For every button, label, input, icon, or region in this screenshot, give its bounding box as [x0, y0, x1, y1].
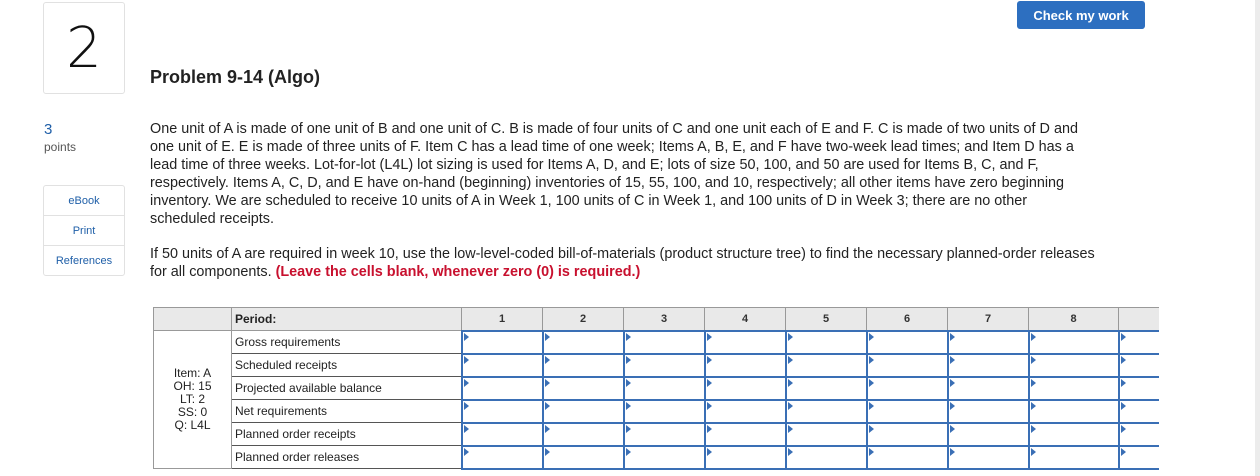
- plan-rel-cell-5[interactable]: [786, 446, 867, 469]
- gross-req-cell-9[interactable]: [1119, 331, 1159, 354]
- item-on-hand: OH: 15: [173, 379, 212, 393]
- mrp-header-row: [154, 308, 1159, 331]
- question-number: 2: [43, 2, 125, 94]
- ebook-button[interactable]: eBook: [44, 186, 124, 216]
- gross-req-cell-7[interactable]: [948, 331, 1029, 354]
- plan-rel-cell-4[interactable]: [705, 446, 786, 469]
- mrp-row-projected: [154, 377, 1159, 400]
- blank-cells-instruction: (Leave the cells blank, whenever zero (0) is required.): [275, 264, 641, 280]
- plan-rec-cell-8[interactable]: [1029, 423, 1119, 446]
- print-button[interactable]: Print: [44, 216, 124, 246]
- net-req-cell-4[interactable]: [705, 400, 786, 423]
- check-my-work-button[interactable]: Check my work: [1017, 1, 1145, 29]
- mrp-corner-cell: [154, 308, 232, 331]
- sidebar-tools: [43, 185, 125, 276]
- sched-rec-cell-7[interactable]: [948, 354, 1029, 377]
- period-header-2: 2: [543, 308, 624, 331]
- mrp-row-gross: [154, 331, 1159, 354]
- period-header-3: 3: [624, 308, 705, 331]
- net-req-cell-6[interactable]: [867, 400, 948, 423]
- period-header-6: 6: [867, 308, 948, 331]
- net-req-cell-3[interactable]: [624, 400, 705, 423]
- gross-req-cell-8[interactable]: [1029, 331, 1119, 354]
- sched-rec-cell-5[interactable]: [786, 354, 867, 377]
- plan-rec-cell-3[interactable]: [624, 423, 705, 446]
- gross-req-cell-4[interactable]: [705, 331, 786, 354]
- proj-bal-cell-2[interactable]: [543, 377, 624, 400]
- item-safety-stock: SS: 0: [177, 405, 208, 419]
- plan-rel-cell-1[interactable]: [462, 446, 543, 469]
- net-req-cell-9[interactable]: [1119, 400, 1159, 423]
- problem-description: One unit of A is made of one unit of B and one unit of C. B is made of four units of C and one unit each of E and F. C is made of two units of D and one unit of E. E is made of three units of F. Item C has a lead time of one week; Items A, B, E, and F have two-week lead times; and Item D has a lead time of three weeks. Lot-for-lot (L4L) lot sizing is used for Items A, D, and E; lots of size 50, 100, and 50 are used for Items B, C, and F, respectively. Items A, C, D, and E have on-hand (beginning) inventories of 15, 55, 100, and 10, respectively; all other items have zero beginning inventory. We are scheduled to receive 10 units of A in Week 1, 100 units of C in Week 1, and 100 units of D in Week 3; there are no other scheduled receipts.: [150, 121, 1078, 227]
- sched-rec-cell-9[interactable]: [1119, 354, 1159, 377]
- period-header-5: 5: [786, 308, 867, 331]
- row-label-net-requirements: Net requirements: [232, 400, 462, 423]
- plan-rel-cell-2[interactable]: [543, 446, 624, 469]
- net-req-cell-8[interactable]: [1029, 400, 1119, 423]
- net-req-cell-5[interactable]: [786, 400, 867, 423]
- proj-bal-cell-6[interactable]: [867, 377, 948, 400]
- sched-rec-cell-8[interactable]: [1029, 354, 1119, 377]
- item-lead-time: LT: 2: [179, 392, 206, 406]
- sched-rec-cell-2[interactable]: [543, 354, 624, 377]
- sched-rec-cell-6[interactable]: [867, 354, 948, 377]
- question-text: If 50 units of A are required in week 10, use the low-level-coded bill-of-materials (product structure tree) to find the necessary planned-order releases for all components.: [150, 246, 1095, 280]
- sched-rec-cell-3[interactable]: [624, 354, 705, 377]
- row-label-projected-balance: Projected available balance: [232, 377, 462, 400]
- references-button[interactable]: References: [55, 254, 113, 267]
- plan-rec-cell-4[interactable]: [705, 423, 786, 446]
- plan-rec-cell-6[interactable]: [867, 423, 948, 446]
- row-label-planned-receipts: Planned order receipts: [232, 423, 462, 446]
- proj-bal-cell-9[interactable]: [1119, 377, 1159, 400]
- proj-bal-cell-8[interactable]: [1029, 377, 1119, 400]
- sched-rec-cell-4[interactable]: [705, 354, 786, 377]
- item-name: Item: A: [173, 366, 212, 380]
- proj-bal-cell-7[interactable]: [948, 377, 1029, 400]
- plan-rec-cell-5[interactable]: [786, 423, 867, 446]
- period-header-8: 8: [1029, 308, 1119, 331]
- plan-rel-cell-3[interactable]: [624, 446, 705, 469]
- plan-rec-cell-9[interactable]: [1119, 423, 1159, 446]
- plan-rec-cell-7[interactable]: [948, 423, 1029, 446]
- period-header-1: 1: [462, 308, 543, 331]
- points-label: points: [44, 140, 77, 154]
- proj-bal-cell-4[interactable]: [705, 377, 786, 400]
- net-req-cell-2[interactable]: [543, 400, 624, 423]
- period-header-4: 4: [705, 308, 786, 331]
- gross-req-cell-6[interactable]: [867, 331, 948, 354]
- period-label: Period:: [232, 308, 462, 331]
- proj-bal-cell-1[interactable]: [462, 377, 543, 400]
- row-label-planned-releases: Planned order releases: [232, 446, 462, 469]
- mrp-row-scheduled: [154, 354, 1159, 377]
- row-label-gross-requirements: Gross requirements: [232, 331, 462, 354]
- plan-rel-cell-7[interactable]: [948, 446, 1029, 469]
- mrp-row-releases: [154, 446, 1159, 469]
- gross-req-cell-5[interactable]: [786, 331, 867, 354]
- net-req-cell-7[interactable]: [948, 400, 1029, 423]
- gross-req-cell-1[interactable]: [462, 331, 543, 354]
- plan-rel-cell-9[interactable]: [1119, 446, 1159, 469]
- mrp-table: [153, 307, 1159, 470]
- item-lot-size: Q: L4L: [174, 418, 211, 432]
- problem-title: Problem 9-14 (Algo): [150, 67, 321, 87]
- scrollbar[interactable]: [1255, 0, 1260, 476]
- plan-rel-cell-6[interactable]: [867, 446, 948, 469]
- plan-rel-cell-8[interactable]: [1029, 446, 1119, 469]
- plan-rec-cell-1[interactable]: [462, 423, 543, 446]
- period-header-9: [1119, 308, 1159, 331]
- net-req-cell-1[interactable]: [462, 400, 543, 423]
- proj-bal-cell-5[interactable]: [786, 377, 867, 400]
- mrp-row-net: [154, 400, 1159, 423]
- row-label-scheduled-receipts: Scheduled receipts: [232, 354, 462, 377]
- points-value: 3: [44, 121, 53, 138]
- plan-rec-cell-2[interactable]: [543, 423, 624, 446]
- item-info: [154, 331, 232, 469]
- problem-question: [150, 245, 1095, 281]
- period-header-7: 7: [948, 308, 1029, 331]
- mrp-row-receipts: [154, 423, 1159, 446]
- sched-rec-cell-1[interactable]: [462, 354, 543, 377]
- gross-req-cell-3[interactable]: [624, 331, 705, 354]
- proj-bal-cell-3[interactable]: [624, 377, 705, 400]
- gross-req-cell-2[interactable]: [543, 331, 624, 354]
